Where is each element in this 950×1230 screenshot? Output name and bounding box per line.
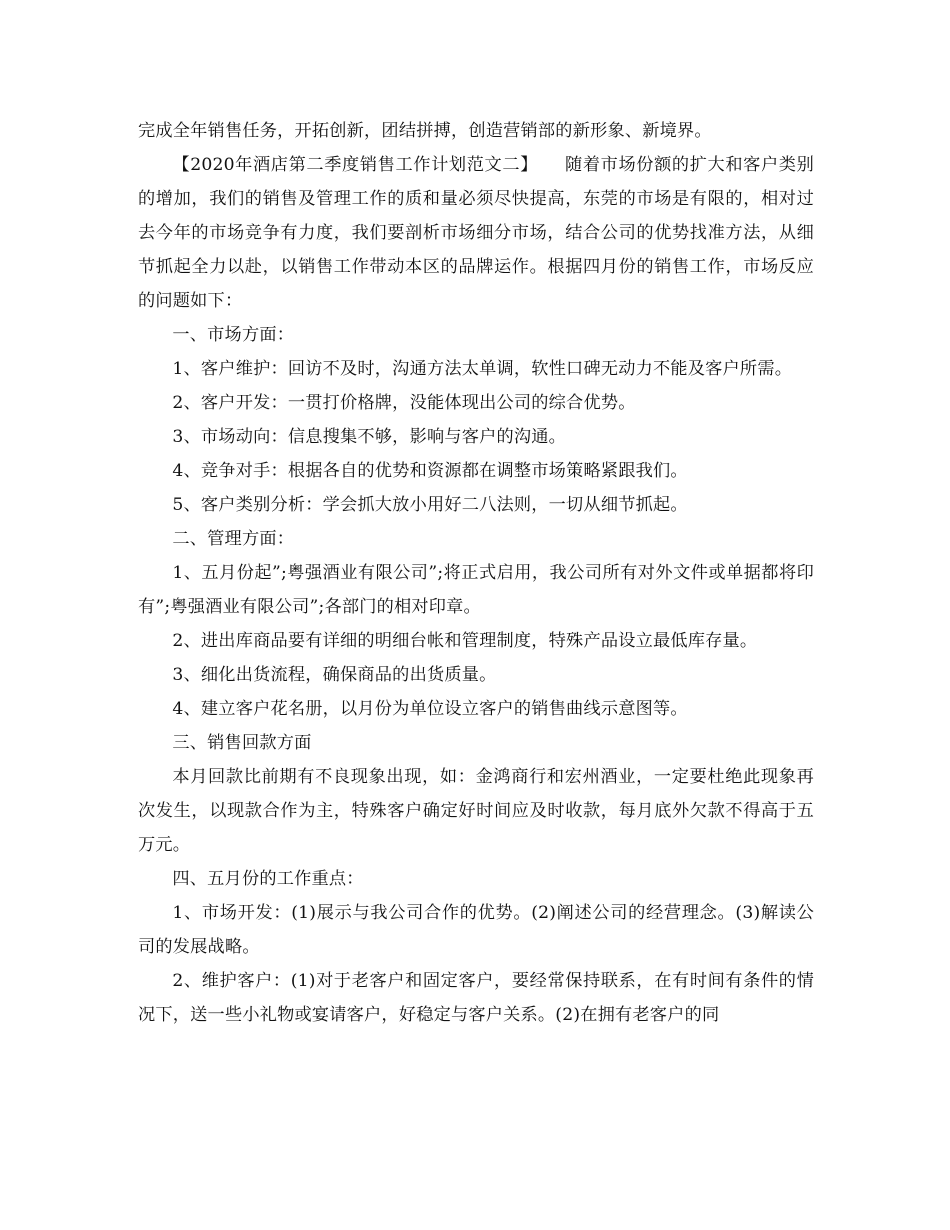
paragraph-continuation: 完成全年销售任务，开拓创新，团结拼搏，创造营销部的新形象、新境界。 [138, 121, 712, 141]
list-item: 4、竞争对手：根据各自的优势和资源都在调整市场策略紧跟我们。 [172, 461, 688, 481]
list-item: 1、客户维护：回访不及时，沟通方法太单调，软性口碑无动力不能及客户所需。 [172, 359, 793, 379]
section-heading-payment: 三、销售回款方面 [172, 733, 312, 753]
list-item: 2、客户开发：一贯打价格牌，没能体现出公司的综合优势。 [172, 393, 636, 413]
section-heading-management: 二、管理方面： [172, 529, 295, 549]
paragraph-intro: 【2020年酒店第二季度销售工作计划范文二】 随着市场份额的扩大和客户类别的增加，我们的销售及管理工作的质和量必须尽快提高，东莞的市场是有限的，相对过去今年的市场竞争有力度，我们要剖析市场细分市场，结合公司的优势找准方法，从细节抓起全力以赴，以销售工作带动本区的品牌运作。根据四月份的销售工作，市场反应的问题如下： [138, 155, 814, 311]
paragraph-payment: 本月回款比前期有不良现象出现，如：金鸿商行和宏州酒业，一定要杜绝此现象再次发生，以现款合作为主，特殊客户确定好时间应及时收款，每月底外欠款不得高于五万元。 [138, 767, 814, 855]
list-item: 1、市场开发：(1)展示与我公司合作的优势。(2)阐述公司的经营理念。(3)解读公司的发展战略。 [138, 903, 814, 957]
document-body [138, 114, 814, 1032]
list-item: 4、建立客户花名册，以月份为单位设立客户的销售曲线示意图等。 [172, 699, 688, 719]
list-item: 3、市场动向：信息搜集不够，影响与客户的沟通。 [172, 427, 567, 447]
list-item: 5、客户类别分析：学会抓大放小用好二八法则，一切从细节抓起。 [172, 495, 688, 515]
list-item: 2、维护客户：(1)对于老客户和固定客户，要经常保持联系，在有时间有条件的情况下，送一些小礼物或宴请客户，好稳定与客户关系。(2)在拥有老客户的同 [138, 971, 814, 1025]
list-item: 3、细化出货流程，确保商品的出货质量。 [172, 665, 497, 685]
section-heading-market: 一、市场方面： [172, 325, 295, 345]
section-heading-may-focus: 四、五月份的工作重点： [172, 869, 364, 889]
list-item: 2、进出库商品要有详细的明细台帐和管理制度，特殊产品设立最低库存量。 [172, 631, 758, 651]
list-item: 1、五月份起”;粤强酒业有限公司”;将正式启用，我公司所有对外文件或单据都将印有”;粤强酒业有限公司”;各部门的相对印章。 [138, 563, 814, 617]
